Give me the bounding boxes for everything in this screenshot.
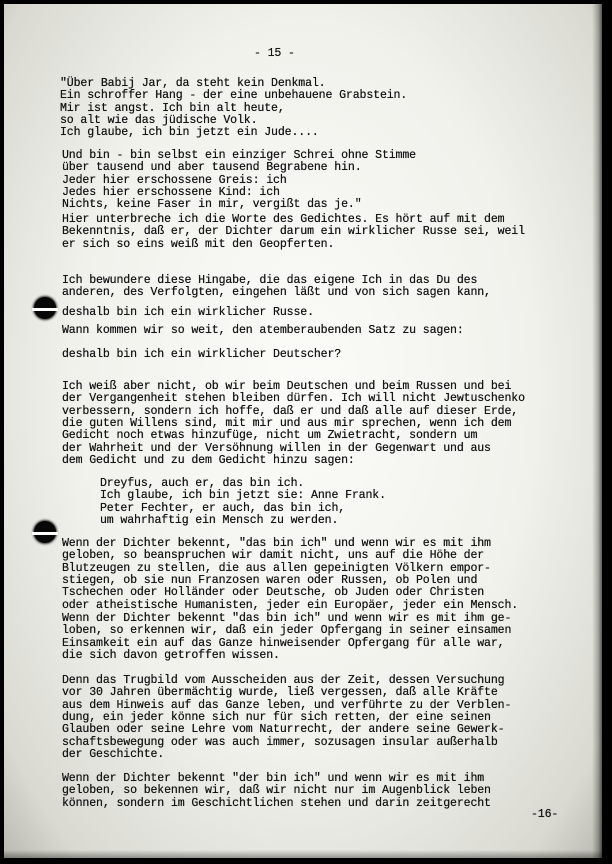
para3-line: Ich weiß aber nicht, ob wir beim Deutschen und beim Russen und bei [62,380,512,393]
para4-line: oder atheistische Humanisten, jeder ein Europäer, jeder ein Mensch. [62,598,519,612]
page-header: - 15 - [254,47,295,60]
para4-line: Blutzeugen zu stellen, die aus allen gepeinigten Völkern empor- [62,561,491,575]
poem1-stanza2-line: Nichts, keine Faser in mir, vergißt das je." [62,198,362,212]
poem1-stanza1-line: Ich glaube, ich bin jetzt ein Jude.... [60,126,319,140]
para3-line: verbessern, sondern ich hoffe, daß er und daß alle auf dieser Erde, [62,404,519,418]
para6-line: aus dem Hinweis auf das Ganze leben, und verführte zu der Verblen- [62,698,512,712]
para6-line: schaftsbewegung oder was auch immer, sozusagen insular außerhalb [62,735,498,749]
document-page [4,4,602,858]
scan-edge-shadow-right [592,4,602,858]
para4-line: Tschechen oder Holländer oder Deutsche, ob Juden oder Christen [62,586,485,600]
page-footer: -16- [531,808,559,821]
poem1-stanza1-line: "Über Babij Jar, da steht kein Denkmal. [60,77,326,90]
poem2-line: Dreyfus, auch er, das bin ich. [100,477,305,490]
para3-line: der Wahrheit und der Versöhnung willen in der Gegenwart und aus [62,441,491,455]
para1-line: Bekenntnis, daß er, der Dichter darum ein wirklicher Russe sei, weil [62,225,525,239]
para2-line: anderen, des Verfolgten, eingehen läßt und von sich sagen kann, [62,286,491,300]
punch-hole-top [34,297,56,319]
punch-hole-bottom [34,521,56,543]
poem1-stanza2-line: Jeder hier erschossene Greis: ich [62,173,287,187]
para4-line: geloben, so beanspruchen wir damit nicht, uns auf die Höhe der [62,549,485,563]
poem1-stanza1-line: so alt wie das jüdische Volk. [60,113,258,127]
scan-edge-shadow-bottom [4,850,602,858]
poem1-stanza1-line: Mir ist angst. Ich bin alt heute, [60,101,285,115]
para6-line: vor 30 Jahren übermächtig wurde, ließ vergessen, daß alle Kräfte [62,686,498,700]
para1-line: Hier unterbreche ich die Worte des Gedichtes. Es hört auf mit dem [62,213,505,226]
line-question: Wann kommen wir so weit, den atemberaubenden Satz zu sagen: [62,324,464,337]
para6-line: Glauben oder seine Lehre vom Naturrecht, der andere seine Gewerk- [62,723,505,737]
poem1-stanza1-line: Ein schroffer Hang - der eine unbehauene Grabstein. [60,89,408,103]
poem1-stanza2-line: Und bin - bin selbst ein einziger Schrei ohne Stimme [62,149,416,162]
para4-line: Wenn der Dichter bekennt, "das bin ich" und wenn wir es mit ihm [62,537,491,550]
poem2-line: Peter Fechter, er auch, das bin ich, [100,501,346,515]
poem1-stanza2-line: Jedes hier erschossene Kind: ich [62,185,280,199]
para6-line: der Geschichte. [62,747,165,761]
para4-line: stiegen, ob sie nun Franzosen waren oder Russen, ob Polen und [62,573,478,587]
para7-line: können, sondern im Geschichtlichen stehen und darin zeitgerecht [62,796,491,810]
poem2-line: Ich glaube, ich bin jetzt sie: Anne Frank. [100,489,386,503]
para3-line: die guten Willens sind, mit mir und aus mir sprechen, wenn ich dem [62,416,512,430]
para5-line: Wenn der Dichter bekennt "das bin ich" und wenn wir es mit ihm ge- [62,612,512,625]
para6-line: dung, ein jeder könne sich nur für sich retten, der eine seinen [62,710,491,724]
poem1-stanza2-line: über tausend und aber tausend Begrabene hin. [62,161,362,175]
line-russe: deshalb bin ich ein wirklicher Russe. [62,306,314,319]
para5-line: die sich davon getroffen wissen. [62,648,280,662]
line-deutscher: deshalb bin ich ein wirklicher Deutscher? [62,348,342,361]
para3-line: dem Gedicht und zu dem Gedicht hinzu sagen: [62,453,355,467]
para3-line: der Vergangenheit stehen bleiben dürfen. Ich will nicht Jewtuschenko [62,392,525,406]
para5-line: loben, so erkennen wir, daß ein jeder Opfergang in seiner einsamen [62,624,512,638]
para7-line: geloben, so bekennen wir, daß wir nicht nur im Augenblick leben [62,784,491,798]
para6-line: Denn das Trugbild vom Ausscheiden aus der Zeit, dessen Versuchung [62,674,505,687]
para5-line: Einsamkeit ein auf das Ganze hinweisender Opfergang für alle war, [62,636,505,650]
para2-line: Ich bewundere diese Hingabe, die das eigene Ich in das Du des [62,274,478,287]
para3-line: Gedicht noch etwas hinzufüge, nicht um Zwietracht, sondern um [62,429,478,443]
para7-line: Wenn der Dichter bekennt "der bin ich" und wenn wir es mit ihm [62,772,485,785]
poem2-line: um wahrhaftig ein Mensch zu werden. [100,513,339,527]
para1-line: er sich so eins weiß mit den Geopferten. [62,237,335,251]
